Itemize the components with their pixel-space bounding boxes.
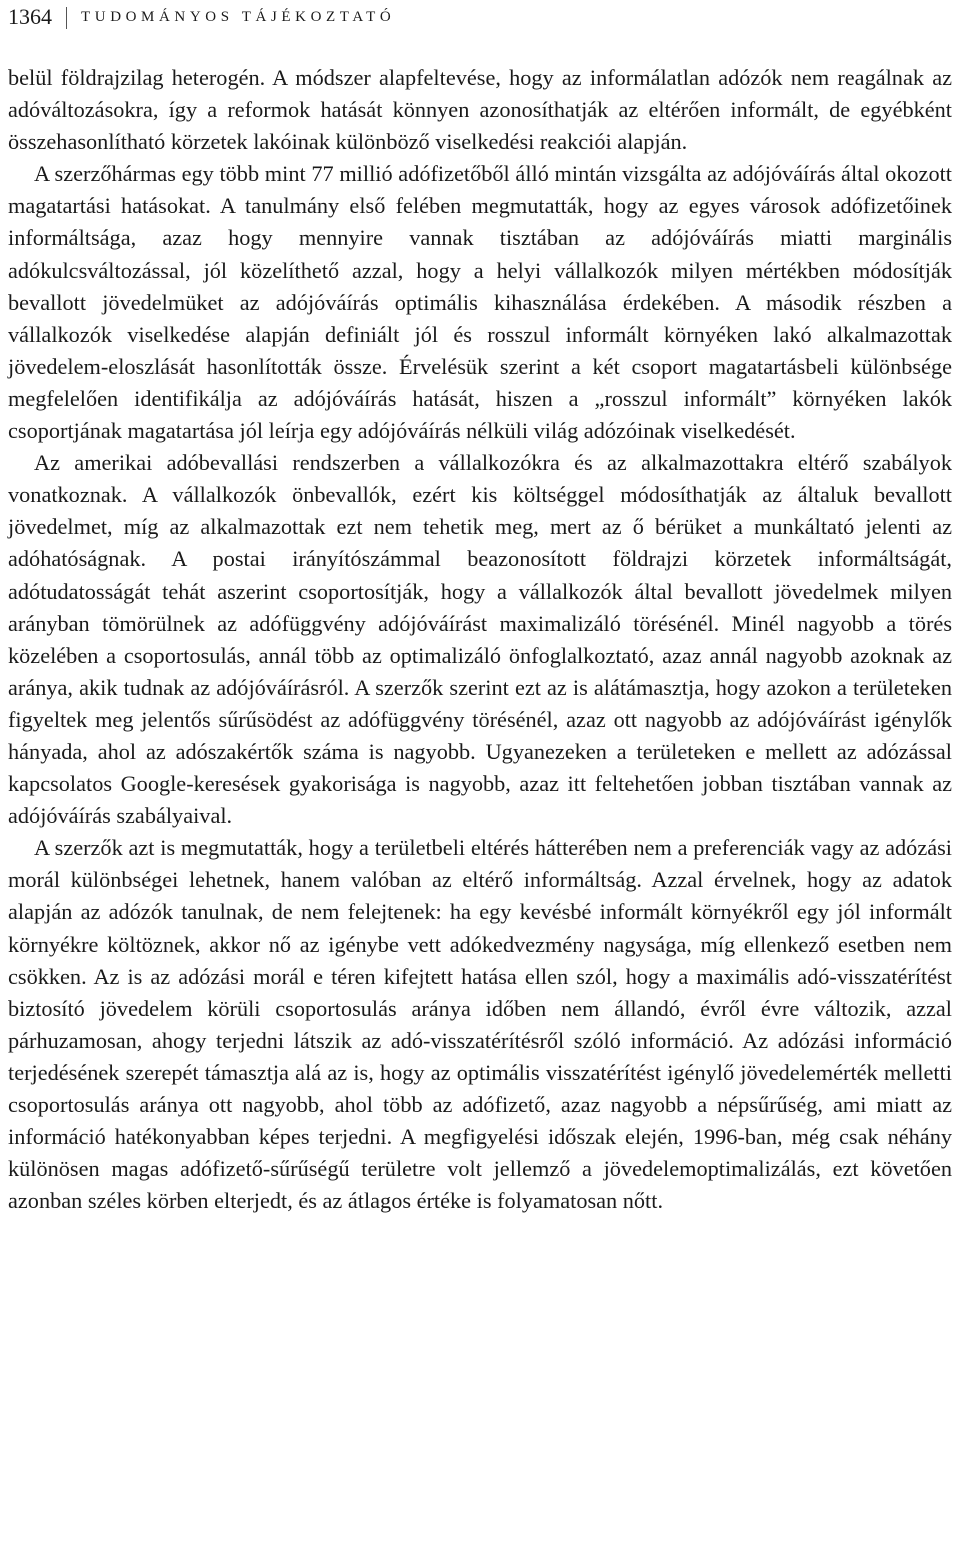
paragraph-continuation: belül földrajzilag heterogén. A módszer alapfeltevése, hogy az informálatlan adózók nem reagálnak az adóváltozásokra, így a reformok hatását könnyen azonosíthatják az eltérően informált, de egyébként összehasonlítható körzetek lakóinak különböző viselkedési reakciói alapján. [8, 65, 952, 155]
paragraph: A szerzők azt is megmutatták, hogy a területbeli eltérés hátterében nem a preferenciák vagy az adózási morál különbségei lehetnek, hanem valóban az eltérő informáltság. Azzal érvelnek, hogy az adatok alapján az adózók tanulnak, de nem felejtenek: ha egy kevésbé informált környékről egy jól informált környékre költöznek, akkor nő az igénybe vett adókedvezmény nagysága, míg ellenkező esetben nem csökken. Az is az adózási morál e téren kifejtett hatása ellen szól, hogy a maximális adó-visszatérítést biztosító jövedelem körüli csoportosulás aránya időben nem állandó, évről évre változik, azzal párhuzamosan, ahogy terjedni látszik az adó-visszatérítésről szóló információ. Az adózási információ terjedésének szerepét támasztja alá az is, hogy az optimális visszatérítést igénylő jövedelemérték melletti csoportosulás aránya ott nagyobb, ahol több az adófizető, azaz nagyobb a népsűrűség, ami miatt az információ hatékonyabban képes terjedni. A megfigyelési időszak elején, 1996-ban, még csak néhány különösen magas adófizető-sűrűségű területre volt jellemző a jövedelemoptimalizálás, ezt követően azonban széles körben elterjedt, és az átlagos értéke is folyamatosan nőtt. [8, 835, 952, 1214]
journal-title: TUDOMÁNYOS TÁJÉKOZTATÓ [81, 9, 396, 25]
paragraph: Az amerikai adóbevallási rendszerben a vállalkozókra és az alkalmazottakra eltérő szabályok vonatkoznak. A vállalkozók önbevallók, ezért kis költséggel módosíthatják az általuk bevallott jövedelmet, míg az alkalmazottak ezt nem tehetik meg, mert az ő bérüket a munkáltató jelenti az adóhatóságnak. A postai irányítószámmal beazonosított földrajzi körzetek informáltságát, adótudatosságát tehát aszerint csoportosítják, hogy a vállalkozók által bevallott jövedelmek milyen arányban tömörülnek az adófüggvény adójóváírást maximalizáló törésénél. Minél nagyobb a törés közelében a csoportosulás, annál több az optimalizáló önfoglalkoztató, azaz annál nagyobb azoknak az aránya, akik tudnak az adójóváírásról. A szerzők szerint ezt az is alátámasztja, hogy azokon a területeken figyeltek meg jelentős sűrűsödést az adófüggvény törésénél, azaz ott nagyobb az adójóváírást igénylők hányada, ahol az adószakértők száma is nagyobb. Ugyanezeken a területeken e mellett az adózással kapcsolatos Google-keresések gyakorisága is nagyobb, azaz itt feltehetően jobban tisztában vannak az adójóváírás szabályaival. [8, 450, 952, 829]
document-page [8, 0, 952, 1217]
body-text [8, 62, 952, 1217]
page-number: 1364 [8, 4, 52, 29]
paragraph: A szerzőhármas egy több mint 77 millió adófizetőből álló mintán vizsgálta az adójóváírás által okozott magatartási hatásokat. A tanulmány első felében megmutatták, hogy az egyes városok adófizetőinek informáltsága, azaz hogy mennyire vannak tisztában az adójóváírás miatti marginális adókulcsváltozással, jól közelíthető azzal, hogy a helyi vállalkozók milyen mértékben módosítják bevallott jövedelmüket az adójóváírás optimális kihasználása érdekében. A második részben a vállalkozók viselkedése alapján definiált jól és rosszul informált környéken lakó alkalmazottak jövedelem-eloszlását hasonlították össze. Érvelésük szerint a két csoport magatartásbeli különbsége megfelelően identifikálja az adójóváírás hatását, hiszen a „rosszul informált” környéken lakók csoportjának magatartása jól leírja egy adójóváírás nélküli világ adózóinak viselkedését. [8, 161, 952, 444]
running-header [8, 0, 952, 37]
